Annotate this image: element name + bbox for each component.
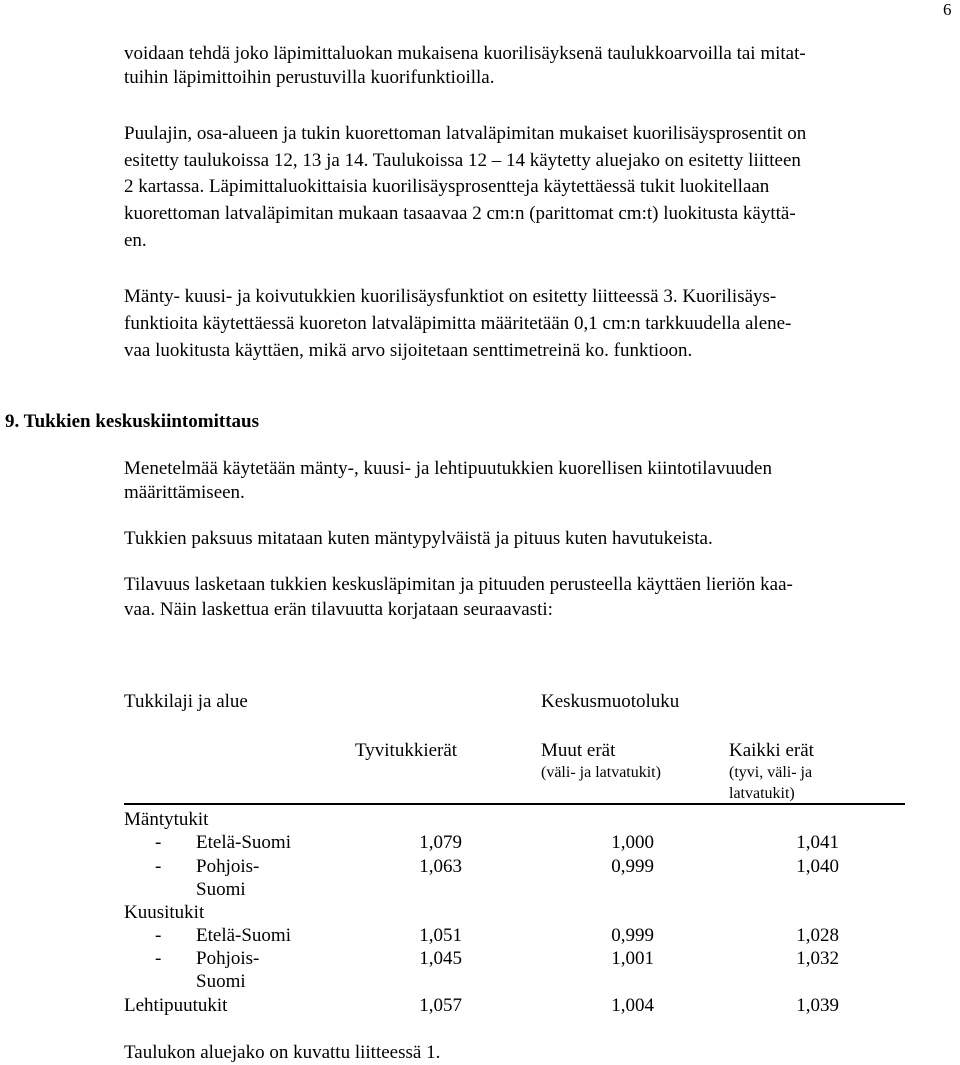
paragraph-line: en.: [124, 230, 147, 251]
table-header-category: Tukkilaji ja alue: [124, 691, 248, 712]
paragraph-line: 2 kartassa. Läpimittaluokittaisia kuorilisäysprosentteja käytettäessä tukit luokitellaan: [124, 176, 770, 197]
table-footnote: Taulukon aluejako on kuvattu liitteessä 1.: [124, 1042, 441, 1063]
table-row-label: Etelä-Suomi: [196, 832, 291, 853]
table-header-tyvitukkierat: Tyvitukkierät: [355, 740, 458, 761]
table-cell: 1,032: [796, 948, 839, 969]
table-group-header: Keskusmuotoluku: [541, 691, 680, 712]
paragraph-line: vaa. Näin laskettua erän tilavuutta korjataan seuraavasti:: [124, 599, 553, 620]
table-header-kaikki-erat: Kaikki erät: [729, 740, 814, 761]
paragraph-line: funktioita käytettäessä kuoreton latvaläpimitta määritetään 0,1 cm:n tarkkuudella alene-: [124, 313, 792, 334]
table-row-dash: -: [155, 832, 162, 853]
table-group-label: Kuusitukit: [124, 902, 205, 923]
paragraph-line: esitetty taulukoissa 12, 13 ja 14. Taulukoissa 12 – 14 käytetty aluejako on esitetty liitteen: [124, 150, 801, 171]
table-cell: 1,040: [796, 856, 839, 877]
table-row-label: Pohjois-: [196, 948, 260, 969]
table-cell: 1,041: [796, 832, 839, 853]
table-cell: 0,999: [611, 925, 654, 946]
table-group-label: Lehtipuutukit: [124, 995, 228, 1016]
table-group-label: Mäntytukit: [124, 809, 209, 830]
table-header-rule: [124, 803, 905, 805]
table-row-dash: -: [155, 948, 162, 969]
table-cell: 1,063: [419, 856, 462, 877]
paragraph-line: Puulajin, osa-alueen ja tukin kuorettoman latvaläpimitan mukaiset kuorilisäysprosentit on: [124, 123, 807, 144]
table-cell: 1,051: [419, 925, 462, 946]
page-number: 6: [943, 0, 952, 19]
table-cell: 1,057: [419, 995, 462, 1016]
table-row-dash: -: [155, 925, 162, 946]
table-subheader-muut: (väli- ja latvatukit): [541, 764, 661, 781]
paragraph-line: määrittämiseen.: [124, 482, 245, 503]
paragraph-line: tuihin läpimittoihin perustuvilla kuorifunktioilla.: [124, 67, 495, 88]
table-row-label-cont: Suomi: [196, 879, 246, 900]
table-cell: 1,004: [611, 995, 654, 1016]
table-cell: 1,039: [796, 995, 839, 1016]
table-cell: 1,000: [611, 832, 654, 853]
table-row-label-cont: Suomi: [196, 971, 246, 992]
table-row-dash: -: [155, 856, 162, 877]
table-row-label: Etelä-Suomi: [196, 925, 291, 946]
paragraph-line: kuorettoman latvaläpimitan mukaan tasaavaa 2 cm:n (parittomat cm:t) luokitusta käyttä-: [124, 203, 796, 224]
table-subheader-kaikki-2: latvatukit): [729, 785, 795, 802]
table-cell: 1,001: [611, 948, 654, 969]
table-cell: 1,045: [419, 948, 462, 969]
paragraph-line: voidaan tehdä joko läpimittaluokan mukaisena kuorilisäyksenä taulukkoarvoilla tai mitat-: [124, 43, 806, 64]
table-row-label: Pohjois-: [196, 856, 260, 877]
table-cell: 0,999: [611, 856, 654, 877]
table-subheader-kaikki-1: (tyvi, väli- ja: [729, 764, 813, 781]
table-header-muut-erat: Muut erät: [541, 740, 616, 761]
paragraph-line: Menetelmää käytetään mänty-, kuusi- ja lehtipuutukkien kuorellisen kiintotilavuuden: [124, 458, 772, 479]
table-cell: 1,079: [419, 832, 462, 853]
section-heading: 9. Tukkien keskuskiintomittaus: [5, 411, 259, 432]
table-cell: 1,028: [796, 925, 839, 946]
paragraph-line: Tukkien paksuus mitataan kuten mäntypylväistä ja pituus kuten havutukeista.: [124, 528, 713, 549]
paragraph-line: Tilavuus lasketaan tukkien keskusläpimitan ja pituuden perusteella käyttäen lieriön kaa-: [124, 574, 793, 595]
paragraph-line: vaa luokitusta käyttäen, mikä arvo sijoitetaan senttimetreinä ko. funktioon.: [124, 340, 693, 361]
paragraph-line: Mänty- kuusi- ja koivutukkien kuorilisäysfunktiot on esitetty liitteessä 3. Kuorilisäys-: [124, 286, 777, 307]
